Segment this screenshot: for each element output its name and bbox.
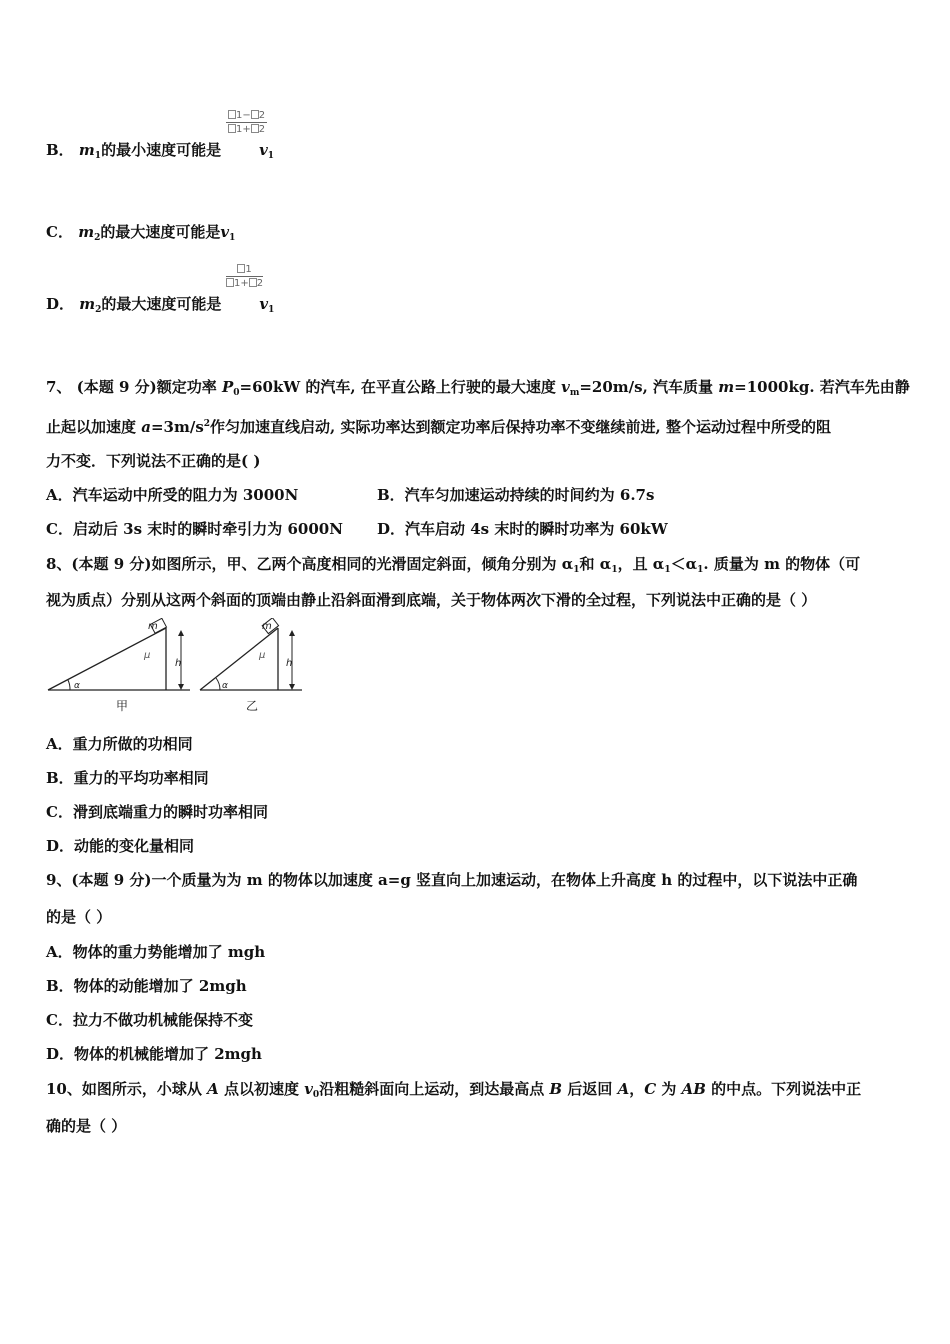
q7-option-d[interactable]: D．汽车启动 4s 末时的瞬时功率为 60kW [377,520,668,538]
q10-stem-line1: 10、如图所示，小球从 A 点以初速度 $v_0$沿粗糙斜面向上运动，到达最高点 B 后返回 A，C 为 AB 的中点。下列说法中正 [46,1080,862,1100]
q8-stem-line1: 8、(本题 9 分)如图所示，甲、乙两个高度相同的光滑固定斜面，倾角分别为 $\alpha_1$和 $\alpha_1$，且 $\alpha_1<\alpha_1$. 质量为 m 的物体（可 [46,555,861,575]
svg-text:μ: μ [144,650,151,661]
svg-text:α: α [74,681,80,691]
incline-right [200,618,302,713]
svg-text:乙: 乙 [246,699,259,713]
q10-stem-line2: 确的是（ ） [46,1117,127,1135]
svg-text:α: α [222,681,228,691]
incline-left [48,618,190,713]
fraction-b: $\frac{1- 2}{1+ 2}$ [226,110,267,135]
incline-figure [44,618,324,718]
q7-option-a[interactable]: A．汽车运动中所受的阻力为 3000N [46,486,299,504]
q9-option-a[interactable]: A．物体的重力势能增加了 mgh [46,943,266,961]
svg-text:m: m [262,621,272,632]
q6-option-b[interactable]: B． $m_1$的最小速度可能是 $v_1$ [46,141,275,161]
svg-text:h: h [175,658,182,669]
q9-option-b[interactable]: B．物体的动能增加了 2mgh [46,977,247,995]
q9-stem-line1: 9、(本题 9 分)一个质量为为 m 的物体以加速度 a=g 竖直向上加速运动，在物体上升高度 h 的过程中，以下说法中正确 [46,871,858,889]
q7-option-c[interactable]: C．启动后 3s 末时的瞬时牵引力为 6000N [46,520,343,538]
q9-stem-line2: 的是（ ） [46,908,112,926]
svg-text:甲: 甲 [116,699,129,713]
svg-text:h: h [286,658,293,669]
q6-option-c[interactable]: C． $m_2$的最大速度可能是$v_1$ [46,223,236,243]
q8-option-b[interactable]: B．重力的平均功率相同 [46,769,209,787]
svg-text:m: m [148,621,158,632]
q8-option-a[interactable]: A．重力所做的功相同 [46,735,193,753]
q8-option-d[interactable]: D．动能的变化量相同 [46,837,195,855]
q8-option-c[interactable]: C．滑到底端重力的瞬时功率相同 [46,803,268,821]
q7-stem-line3: 力不变．下列说法不正确的是( ) [46,452,261,470]
q7-stem-line2: 止起以加速度 $a=3m/s^2$作匀加速直线启动, 实际功率达到额定功率后保持功率不变继续前进, 整个运动过程中所受的阻 [46,418,831,436]
q7-option-b[interactable]: B．汽车匀加速运动持续的时间约为 6.7s [377,486,655,504]
q9-option-c[interactable]: C．拉力不做功机械能保持不变 [46,1011,253,1029]
fraction-d: $\frac{1}{1+ 2}$ [226,264,263,289]
q7-stem-line1: 7、 (本题 9 分)额定功率 $P_0=60kW$ 的汽车, 在平直公路上行驶的最大速度 $v_m=20m/s$, 汽车质量 m=1000kg. 若汽车先由静 [46,378,910,398]
q9-option-d[interactable]: D．物体的机械能增加了 2mgh [46,1045,262,1063]
q6-option-d[interactable]: D． $m_2$的最大速度可能是 $v_1$ [46,295,275,315]
q8-stem-line2: 视为质点）分别从这两个斜面的顶端由静止沿斜面滑到底端，关于物体两次下滑的全过程，下列说法中正确的是（ ） [46,591,817,609]
svg-text:μ: μ [259,650,266,661]
